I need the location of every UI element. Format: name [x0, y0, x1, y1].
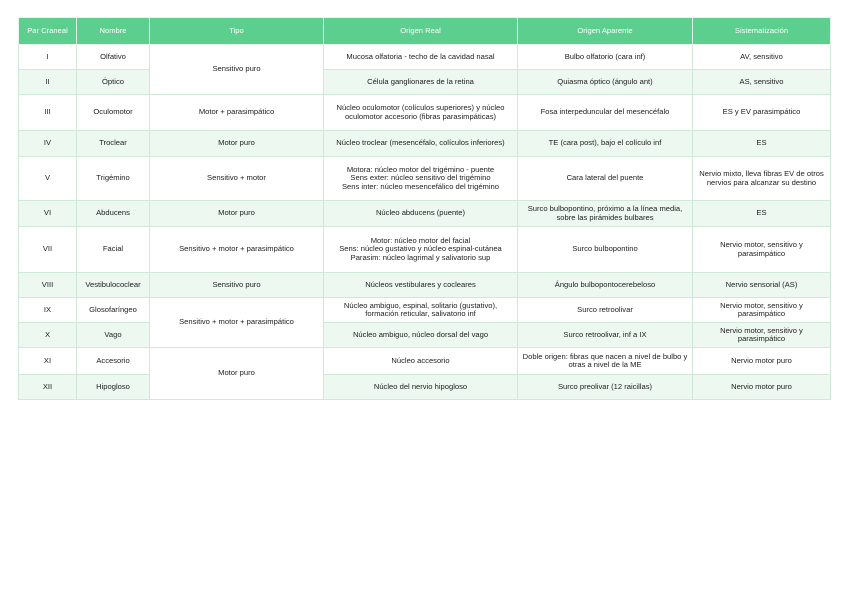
cell-par: VII — [19, 227, 77, 273]
origen-real-line: Motor: núcleo motor del facial — [370, 235, 471, 245]
cell-sistematizacion: ES — [693, 201, 831, 227]
cell-nombre: Facial — [77, 227, 150, 273]
cell-origen-aparente: Surco preolivar (12 raicillas) — [518, 375, 693, 400]
cell-tipo: Sensitivo + motor + parasimpático — [150, 298, 324, 348]
cell-origen-real: Célula ganglionares de la retina — [324, 70, 518, 95]
cell-tipo: Sensitivo + motor + parasimpático — [150, 227, 324, 273]
table-row — [19, 375, 831, 400]
cell-sistematizacion: Nervio motor, sensitivo y parasimpático — [693, 227, 831, 273]
cell-par: VIII — [19, 273, 77, 298]
cell-origen-real: Núcleo del nervio hipogloso — [324, 375, 518, 400]
cell-tipo: Sensitivo + motor — [150, 157, 324, 201]
table-row — [19, 201, 831, 227]
cell-nombre: Troclear — [77, 131, 150, 157]
cell-origen-aparente: Surco retroolivar, inf a IX — [518, 323, 693, 348]
cell-origen-real — [324, 227, 518, 273]
cell-origen-aparente: Surco retroolivar — [518, 298, 693, 323]
table-row — [19, 70, 831, 95]
cell-origen-aparente: Fosa interpeduncular del mesencéfalo — [518, 95, 693, 131]
cell-origen-aparente: Doble origen: fibras que nacen a nivel de bulbo y otras a nivel de la ME — [518, 348, 693, 375]
cell-par: I — [19, 45, 77, 70]
cell-origen-real: Núcleos vestibulares y cocleares — [324, 273, 518, 298]
cell-tipo: Sensitivo puro — [150, 45, 324, 95]
cell-sistematizacion: Nervio mixto, lleva fibras EV de otros nervios para alcanzar su destino — [693, 157, 831, 201]
table-row — [19, 323, 831, 348]
table-row — [19, 298, 831, 323]
cell-tipo: Motor puro — [150, 201, 324, 227]
cell-nombre: Accesorio — [77, 348, 150, 375]
cell-origen-aparente: Quiasma óptico (ángulo ant) — [518, 70, 693, 95]
cell-nombre: Vago — [77, 323, 150, 348]
cell-nombre: Trigémino — [77, 157, 150, 201]
table-row — [19, 45, 831, 70]
table-row — [19, 348, 831, 375]
cell-origen-real: Mucosa olfatoria - techo de la cavidad nasal — [324, 45, 518, 70]
cell-nombre: Oculomotor — [77, 95, 150, 131]
cell-origen-real: Núcleo ambiguo, espinal, solitario (gustativo), formación reticular, salivatorio inf — [324, 298, 518, 323]
cell-origen-real: Núcleo oculomotor (colículos superiores) y núcleo oculomotor accesorio (fibras parasimpáticas) — [324, 95, 518, 131]
col-header-nombre: Nombre — [77, 18, 150, 45]
table-row — [19, 131, 831, 157]
cell-nombre: Glosofaríngeo — [77, 298, 150, 323]
table-row — [19, 227, 831, 273]
cell-par: V — [19, 157, 77, 201]
origen-real-line: Motora: núcleo motor del trigémino - puente — [346, 164, 495, 174]
cell-origen-aparente: Bulbo olfatorio (cara inf) — [518, 45, 693, 70]
cell-sistematizacion: Nervio motor puro — [693, 348, 831, 375]
cell-origen-real: Núcleo troclear (mesencéfalo, colículos inferiores) — [324, 131, 518, 157]
origen-real-line: Sens inter: núcleo mesencefálico del trigémino — [341, 181, 500, 191]
cell-sistematizacion: ES y EV parasimpático — [693, 95, 831, 131]
cell-par: III — [19, 95, 77, 131]
cell-origen-real: Núcleo accesorio — [324, 348, 518, 375]
table-row — [19, 157, 831, 201]
col-header-par: Par Craneal — [19, 18, 77, 45]
cell-nombre: Hipogloso — [77, 375, 150, 400]
col-header-origen-real: Origen Real — [324, 18, 518, 45]
cell-nombre: Óptico — [77, 70, 150, 95]
cell-par: II — [19, 70, 77, 95]
cranial-nerves-sheet — [18, 17, 830, 400]
origen-real-line: Sens: núcleo gustativo y núcleo espinal-cutánea — [339, 244, 502, 254]
cell-par: IX — [19, 298, 77, 323]
table-header-row — [19, 18, 831, 45]
cell-origen-aparente: Surco bulbopontino, próximo a la línea media, sobre las pirámides bulbares — [518, 201, 693, 227]
cell-tipo: Motor puro — [150, 348, 324, 400]
cell-origen-aparente: Cara lateral del puente — [518, 157, 693, 201]
cell-par: XII — [19, 375, 77, 400]
cell-par: X — [19, 323, 77, 348]
cell-tipo: Motor + parasimpático — [150, 95, 324, 131]
cell-sistematizacion: Nervio motor puro — [693, 375, 831, 400]
origen-real-line: Sens exter: núcleo sensitivo del trigémino — [350, 173, 491, 183]
cranial-nerves-table — [18, 17, 831, 400]
cell-origen-real — [324, 157, 518, 201]
origen-real-line: Parasim: núcleo lagrimal y salivatorio sup — [350, 252, 491, 262]
cell-par: XI — [19, 348, 77, 375]
cell-origen-real: Núcleo ambiguo, núcleo dorsal del vago — [324, 323, 518, 348]
cell-nombre: Vestibulococlear — [77, 273, 150, 298]
table-row — [19, 273, 831, 298]
col-header-tipo: Tipo — [150, 18, 324, 45]
cell-origen-real: Núcleo abducens (puente) — [324, 201, 518, 227]
cell-origen-aparente: Ángulo bulbopontocerebeloso — [518, 273, 693, 298]
cell-sistematizacion: Nervio sensorial (AS) — [693, 273, 831, 298]
cell-par: VI — [19, 201, 77, 227]
cell-sistematizacion: Nervio motor, sensitivo y parasimpático — [693, 323, 831, 348]
cell-tipo: Sensitivo puro — [150, 273, 324, 298]
cell-tipo: Motor puro — [150, 131, 324, 157]
cell-nombre: Olfativo — [77, 45, 150, 70]
cell-nombre: Abducens — [77, 201, 150, 227]
col-header-origen-aparente: Origen Aparente — [518, 18, 693, 45]
cell-sistematizacion: AV, sensitivo — [693, 45, 831, 70]
cell-origen-aparente: Surco bulbopontino — [518, 227, 693, 273]
table-row — [19, 95, 831, 131]
col-header-sistematizacion: Sistematización — [693, 18, 831, 45]
cell-sistematizacion: AS, sensitivo — [693, 70, 831, 95]
cell-origen-aparente: TE (cara post), bajo el colículo inf — [518, 131, 693, 157]
cell-sistematizacion: ES — [693, 131, 831, 157]
cell-par: IV — [19, 131, 77, 157]
cell-sistematizacion: Nervio motor, sensitivo y parasimpático — [693, 298, 831, 323]
